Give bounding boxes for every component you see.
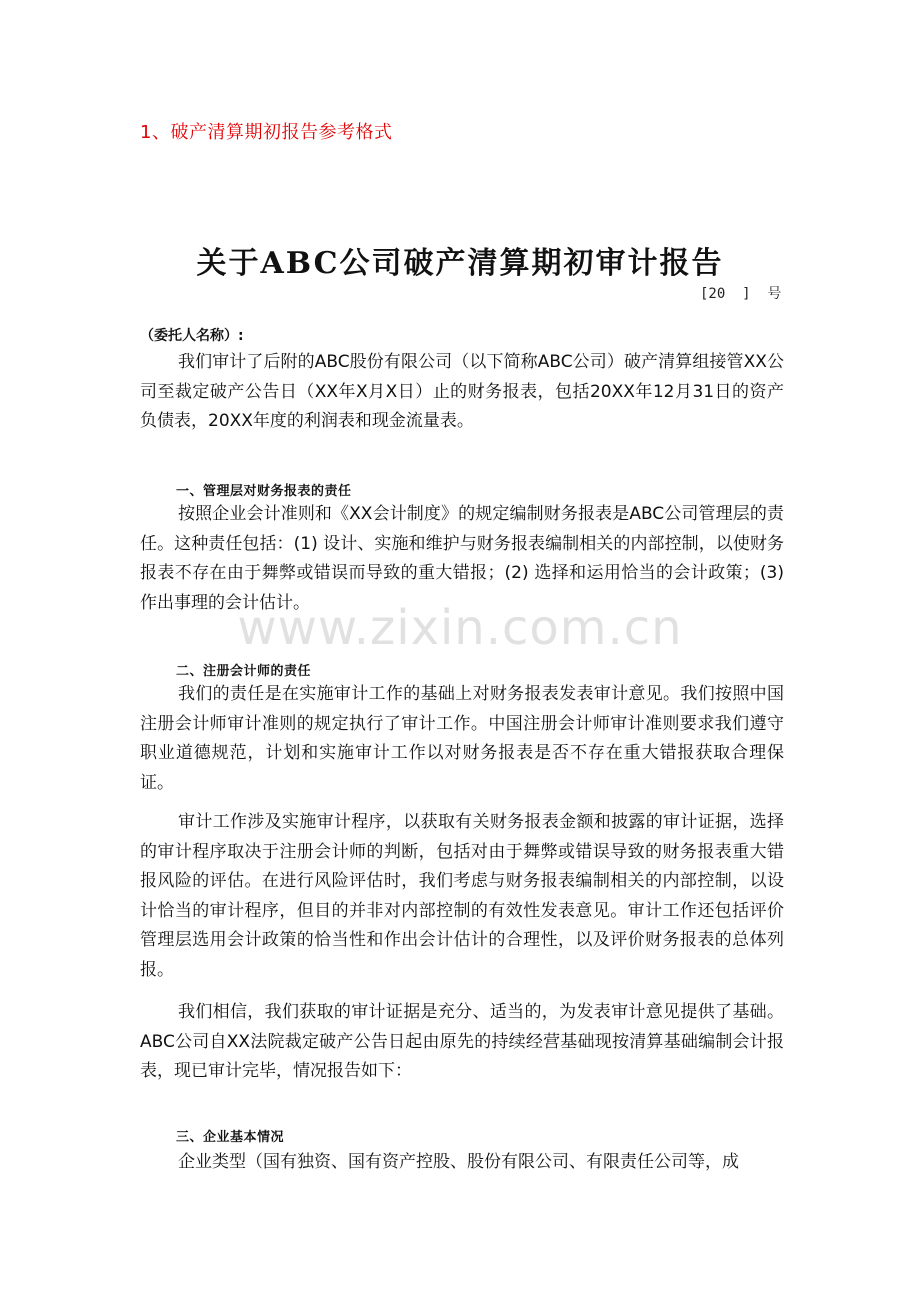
management-paragraph: 按照企业会计准则和《XX会计制度》的规定编制财务报表是ABC公司管理层的责任。这种责任包括：(1) 设计、实施和维护与财务报表编制相关的内部控制，以使财务报表不存在由于舞弊或错误而导致的重大错报；(2) 选择和运用恰当的会计政策；(3) 作出事理的会计估计。 [140, 504, 784, 613]
section-heading-cpa: 二、注册会计师的责任 [176, 664, 312, 679]
section-heading-management: 一、管理层对财务报表的责任 [176, 484, 352, 499]
cpa-paragraph-1: 我们的责任是在实施审计工作的基础上对财务报表发表审计意见。我们按照中国注册会计师审计准则的规定执行了审计工作。中国注册会计师审计准则要求我们遵守职业道德规范，计划和实施审计工作以对财务报表是否不存在重大错报获取合理保证。 [140, 684, 784, 793]
section-heading-basic-info: 三、企业基本情况 [176, 1130, 285, 1145]
report-number: [20 ] 号 [700, 286, 782, 302]
cpa-paragraph-3: 我们相信，我们获取的审计证据是充分、适当的，为发表审计意见提供了基础。ABC公司自XX法院裁定破产公告日起由原先的持续经营基础现按清算基础编制会计报表，现已审计完毕，情况报告如下： [140, 1002, 784, 1081]
addressee-line: （委托人名称）: [140, 328, 244, 344]
cpa-paragraph-2: 审计工作涉及实施审计程序，以获取有关财务报表金额和披露的审计证据，选择的审计程序取决于注册会计师的判断，包括对由于舞弊或错误导致的财务报表重大错报风险的评估。在进行风险评估时，我们考虑与财务报表编制相关的内部控制，以设计恰当的审计程序，但目的并非对内部控制的有效性发表意见。审计工作还包括评价管理层选用会计政策的恰当性和作出会计估计的合理性，以及评价财务报表的总体列报。 [140, 812, 784, 980]
watermark: www.zixin.com.cn [237, 600, 683, 656]
intro-paragraph: 我们审计了后附的ABC股份有限公司（以下简称ABC公司）破产清算组接管XX公司至裁定破产公告日（XX年X月X日）止的财务报表，包括20XX年12月31日的资产负债表，20XX年度的利润表和现金流量表。 [140, 352, 784, 431]
basic-info-paragraph: 企业类型（国有独资、国有资产控股、股份有限公司、有限责任公司等，成 [178, 1152, 739, 1172]
section-label: 1、破产清算期初报告参考格式 [140, 122, 393, 143]
report-title: 关于ABC公司破产清算期初审计报告 [196, 246, 724, 281]
